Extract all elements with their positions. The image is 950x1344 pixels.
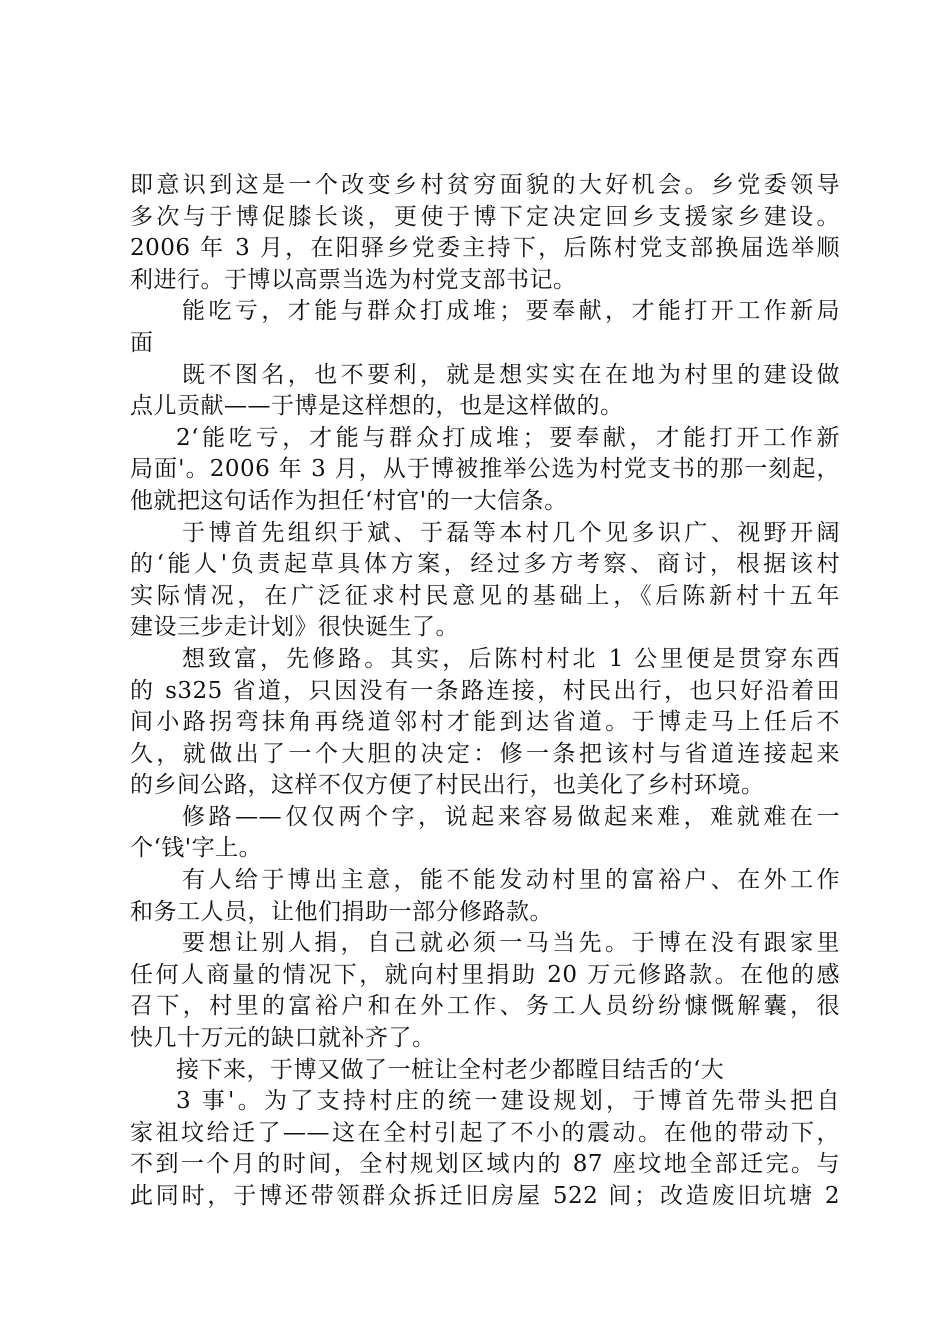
text-line: 有人给于博出主意，能不能发动村里的富裕户、在外工作 <box>182 867 840 894</box>
text-line: 想致富，先修路。其实，后陈村村北 1 公里便是贯穿东西 <box>182 645 840 672</box>
text-line: 的‘能人'负责起草具体方案，经过多方考察、商讨，根据该村 <box>130 551 840 578</box>
text-line: 个‘钱'字上。 <box>130 835 263 862</box>
text-line: 他就把这句话作为担任‘村官'的一大信条。 <box>130 487 568 514</box>
text-line: 2006 年 3 月，在阳驿乡党委主持下，后陈村党支部换届选举顺 <box>130 235 840 262</box>
text-line: 点儿贡献——于博是这样想的，也是这样做的。 <box>130 393 624 420</box>
text-line: 久，就做出了一个大胆的决定：修一条把该村与省道连接起来 <box>130 740 840 767</box>
text-line: 于博首先组织于斌、于磊等本村几个见多识广、视野开阔 <box>182 519 840 546</box>
text-line: 的 s325 省道，只因没有一条路连接，村民出行，也只好沿着田 <box>130 677 840 704</box>
text-line: 3 事'。为了支持村庄的统一建设规划，于博首先带头把自 <box>176 1088 840 1115</box>
text-line: 既不图名，也不要利，就是想实实在在地为村里的建设做 <box>182 361 840 388</box>
text-line: 利进行。于博以高票当选为村党支部书记。 <box>130 266 577 293</box>
text-line: 间小路拐弯抹角再绕道邻村才能到达省道。于博走马上任后不 <box>130 709 840 736</box>
text-line: 建设三步走计划》很快诞生了。 <box>130 614 459 641</box>
text-line: 快几十万元的缺口就补齐了。 <box>130 1025 436 1052</box>
text-line: 多次与于博促膝长谈，更使于博下定决定回乡支援家乡建设。 <box>130 203 840 230</box>
text-line: 面 <box>130 329 154 356</box>
text-line: 修路——仅仅两个字，说起来容易做起来难，难就难在一 <box>182 803 840 830</box>
text-line: 要想让别人捐，自己就必须一马当先。于博在没有跟家里 <box>182 930 840 957</box>
text-line: 召下，村里的富裕户和在外工作、务工人员纷纷慷慨解囊，很 <box>130 993 840 1020</box>
text-line: 任何人商量的情况下，就向村里捐助 20 万元修路款。在他的感 <box>130 961 840 988</box>
document-page <box>130 170 840 1213</box>
text-line: 局面'。2006 年 3 月，从于博被推举公选为村党支书的那一刻起， <box>130 456 840 483</box>
text-line: 2‘能吃亏，才能与群众打成堆；要奉献，才能打开工作新 <box>176 424 840 451</box>
text-line: 此同时，于博还带领群众拆迁旧房屋 522 间；改造废旧坑塘 2 <box>130 1183 840 1209</box>
text-line: 家祖坟给迁了——这在全村引起了不小的震动。在他的带动下， <box>130 1119 840 1146</box>
text-line: 的乡间公路，这样不仅方便了村民出行，也美化了乡村环境。 <box>130 772 765 799</box>
text-line: 不到一个月的时间，全村规划区域内的 87 座坟地全部迁完。与 <box>130 1151 840 1178</box>
text-line: 能吃亏，才能与群众打成堆；要奉献，才能打开工作新局 <box>182 298 840 325</box>
text-line: 即意识到这是一个改变乡村贫穷面貌的大好机会。乡党委领导 <box>130 172 840 198</box>
text-line: 和务工人员，让他们捐助一部分修路款。 <box>130 898 553 925</box>
text-line: 实际情况，在广泛征求村民意见的基础上，《后陈新村十五年 <box>130 582 840 609</box>
text-line: 接下来，于博又做了一桩让全村老少都瞠目结舌的‘大 <box>176 1056 725 1083</box>
